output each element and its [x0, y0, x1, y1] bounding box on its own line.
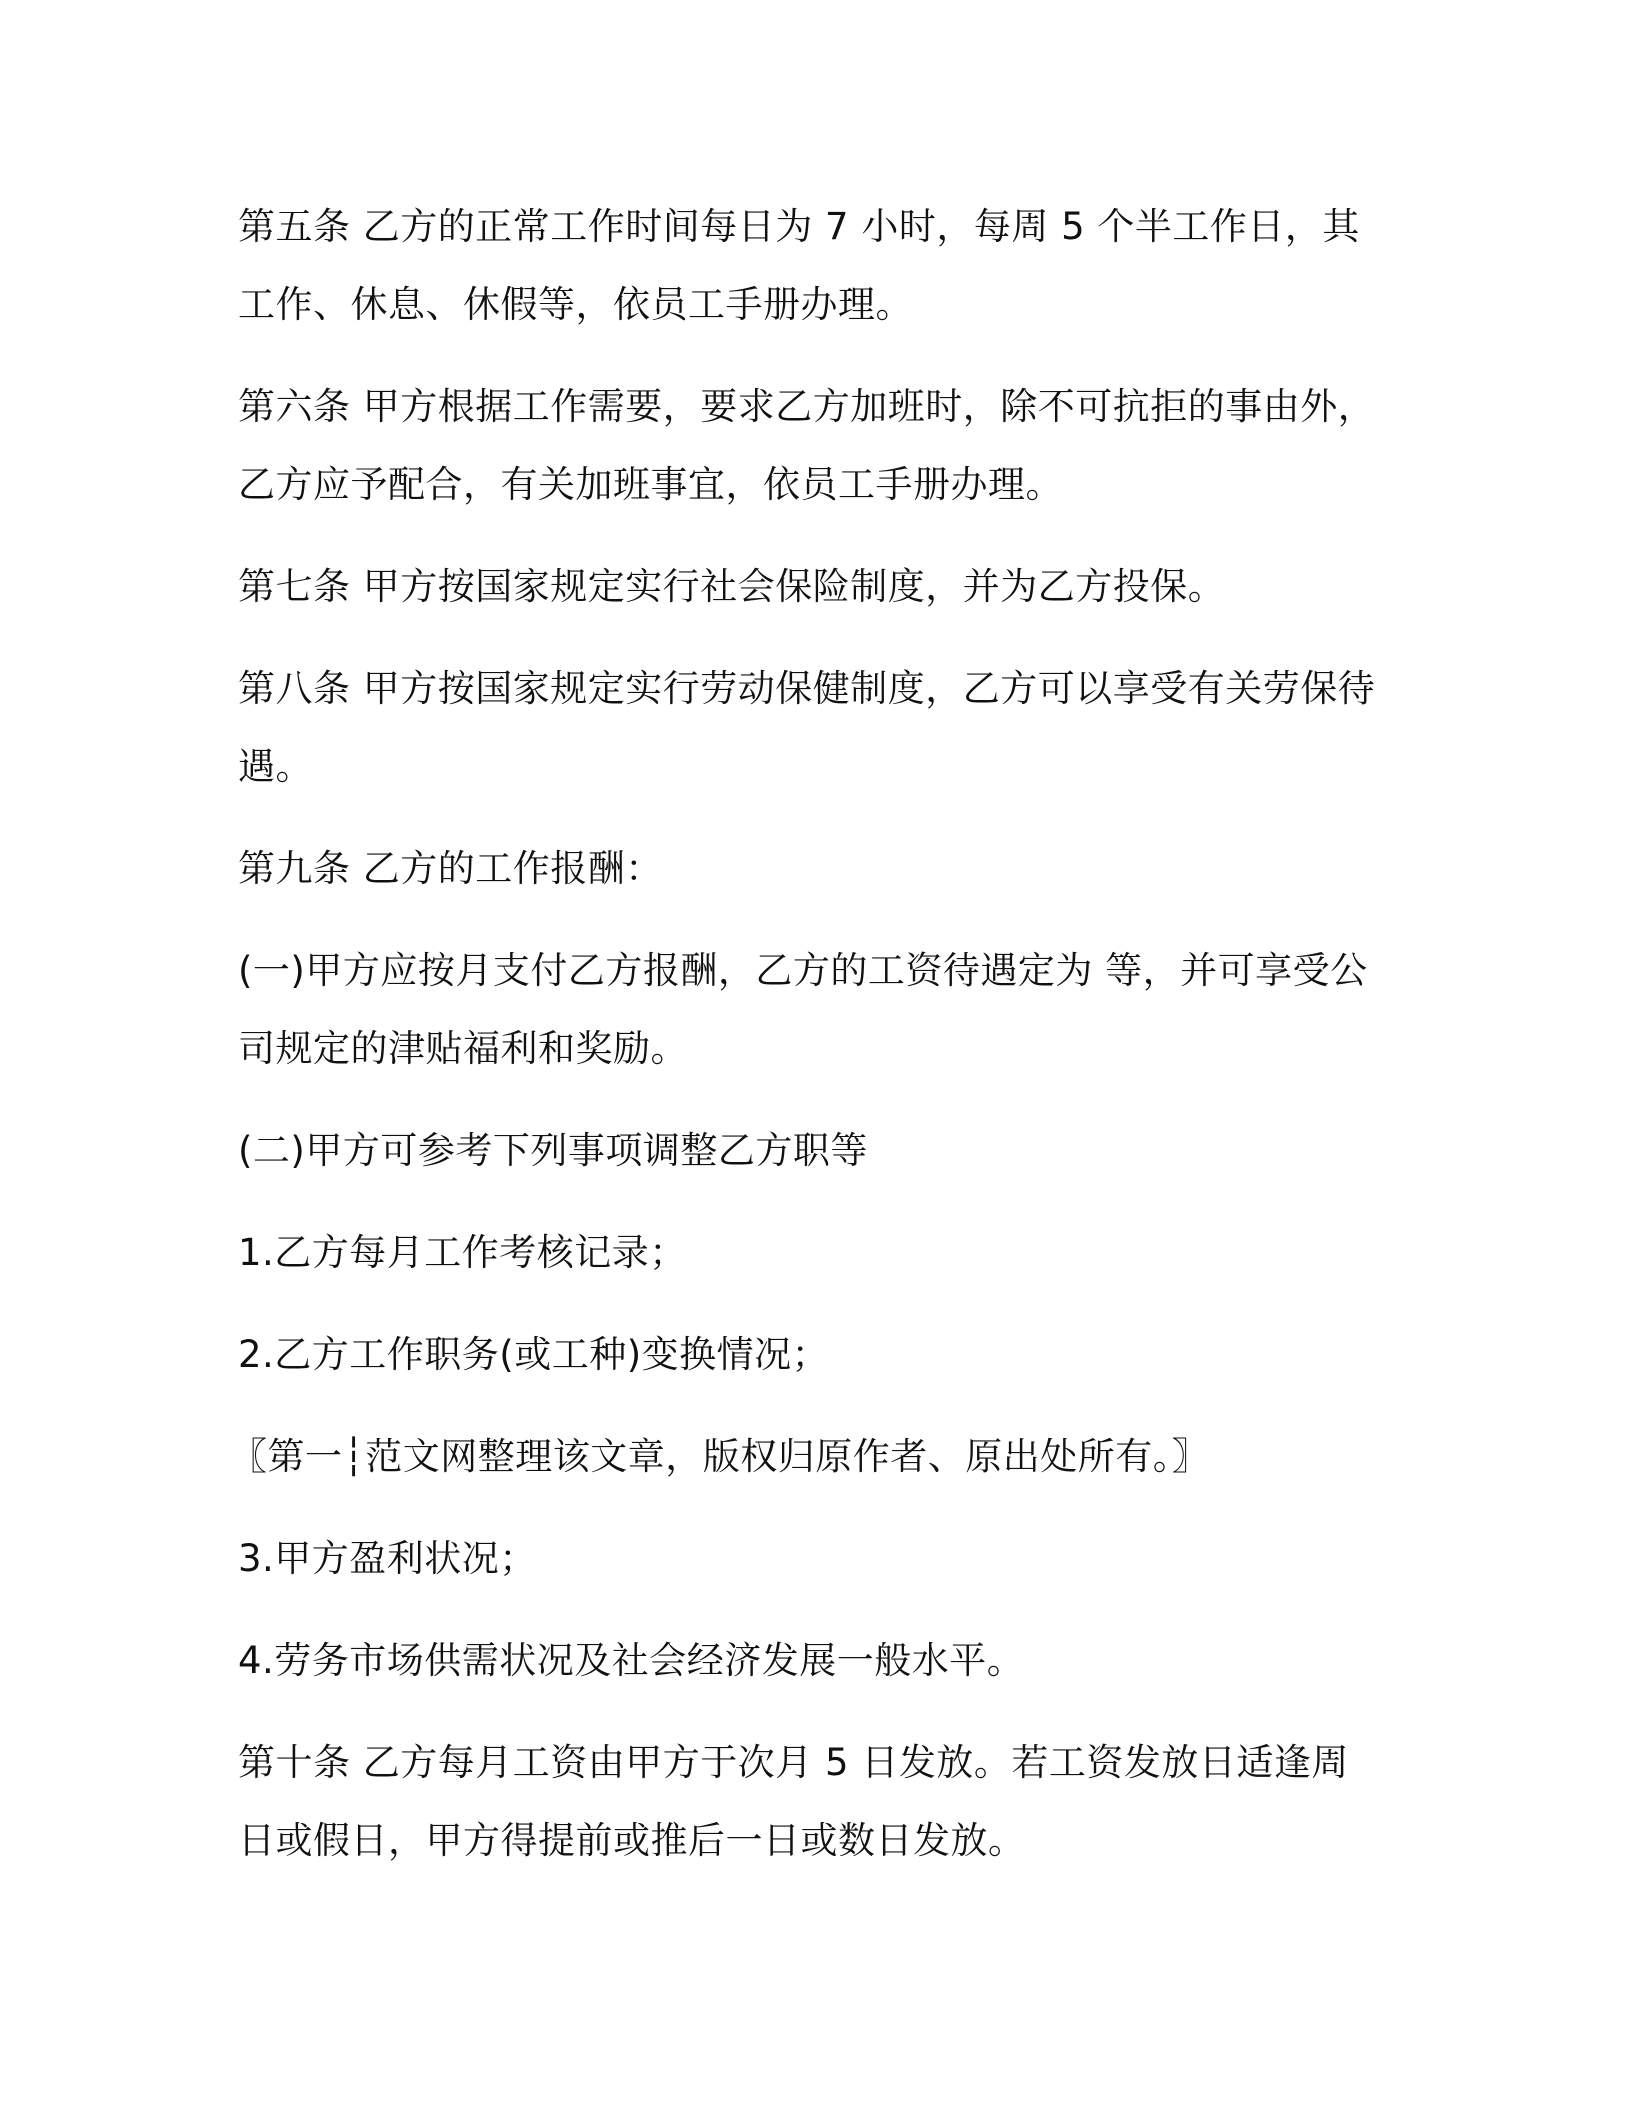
article-6-paragraph: 第六条 甲方根据工作需要，要求乙方加班时，除不可抗拒的事由外，乙方应予配合，有关加班事宜，依员工手册办理。 [238, 385, 1376, 506]
list-item-4: 4.劳务市场供需状况及社会经济发展一般水平。 [238, 1639, 1025, 1682]
article-7-paragraph: 第七条 甲方按国家规定实行社会保险制度，并为乙方投保。 [238, 565, 1226, 608]
article-9-item-1: (一)甲方应按月支付乙方报酬，乙方的工资待遇定为 等，并可享受公司规定的津贴福利和奖励。 [238, 949, 1368, 1070]
list-item-3: 3.甲方盈利状况； [238, 1537, 537, 1580]
article-8-paragraph: 第八条 甲方按国家规定实行劳动保健制度，乙方可以享受有关劳保待遇。 [238, 667, 1376, 788]
list-item-2: 2.乙方工作职务(或工种)变换情况； [238, 1333, 830, 1376]
article-9-item-2: (二)甲方可参考下列事项调整乙方职等 [238, 1129, 868, 1172]
document-body [230, 188, 1378, 1904]
copyright-notice: 〖第一┆范文网整理该文章，版权归原作者、原出处所有。〗 [230, 1435, 1210, 1478]
article-5-paragraph: 第五条 乙方的正常工作时间每日为 7 小时，每周 5 个半工作日，其工作、休息、休假等，依员工手册办理。 [238, 205, 1360, 326]
article-10-paragraph: 第十条 乙方每月工资由甲方于次月 5 日发放。若工资发放日适逢周日或假日，甲方得提前或推后一日或数日发放。 [238, 1741, 1349, 1862]
article-9-heading: 第九条 乙方的工作报酬： [238, 847, 663, 890]
list-item-1: 1.乙方每月工作考核记录； [238, 1231, 687, 1274]
